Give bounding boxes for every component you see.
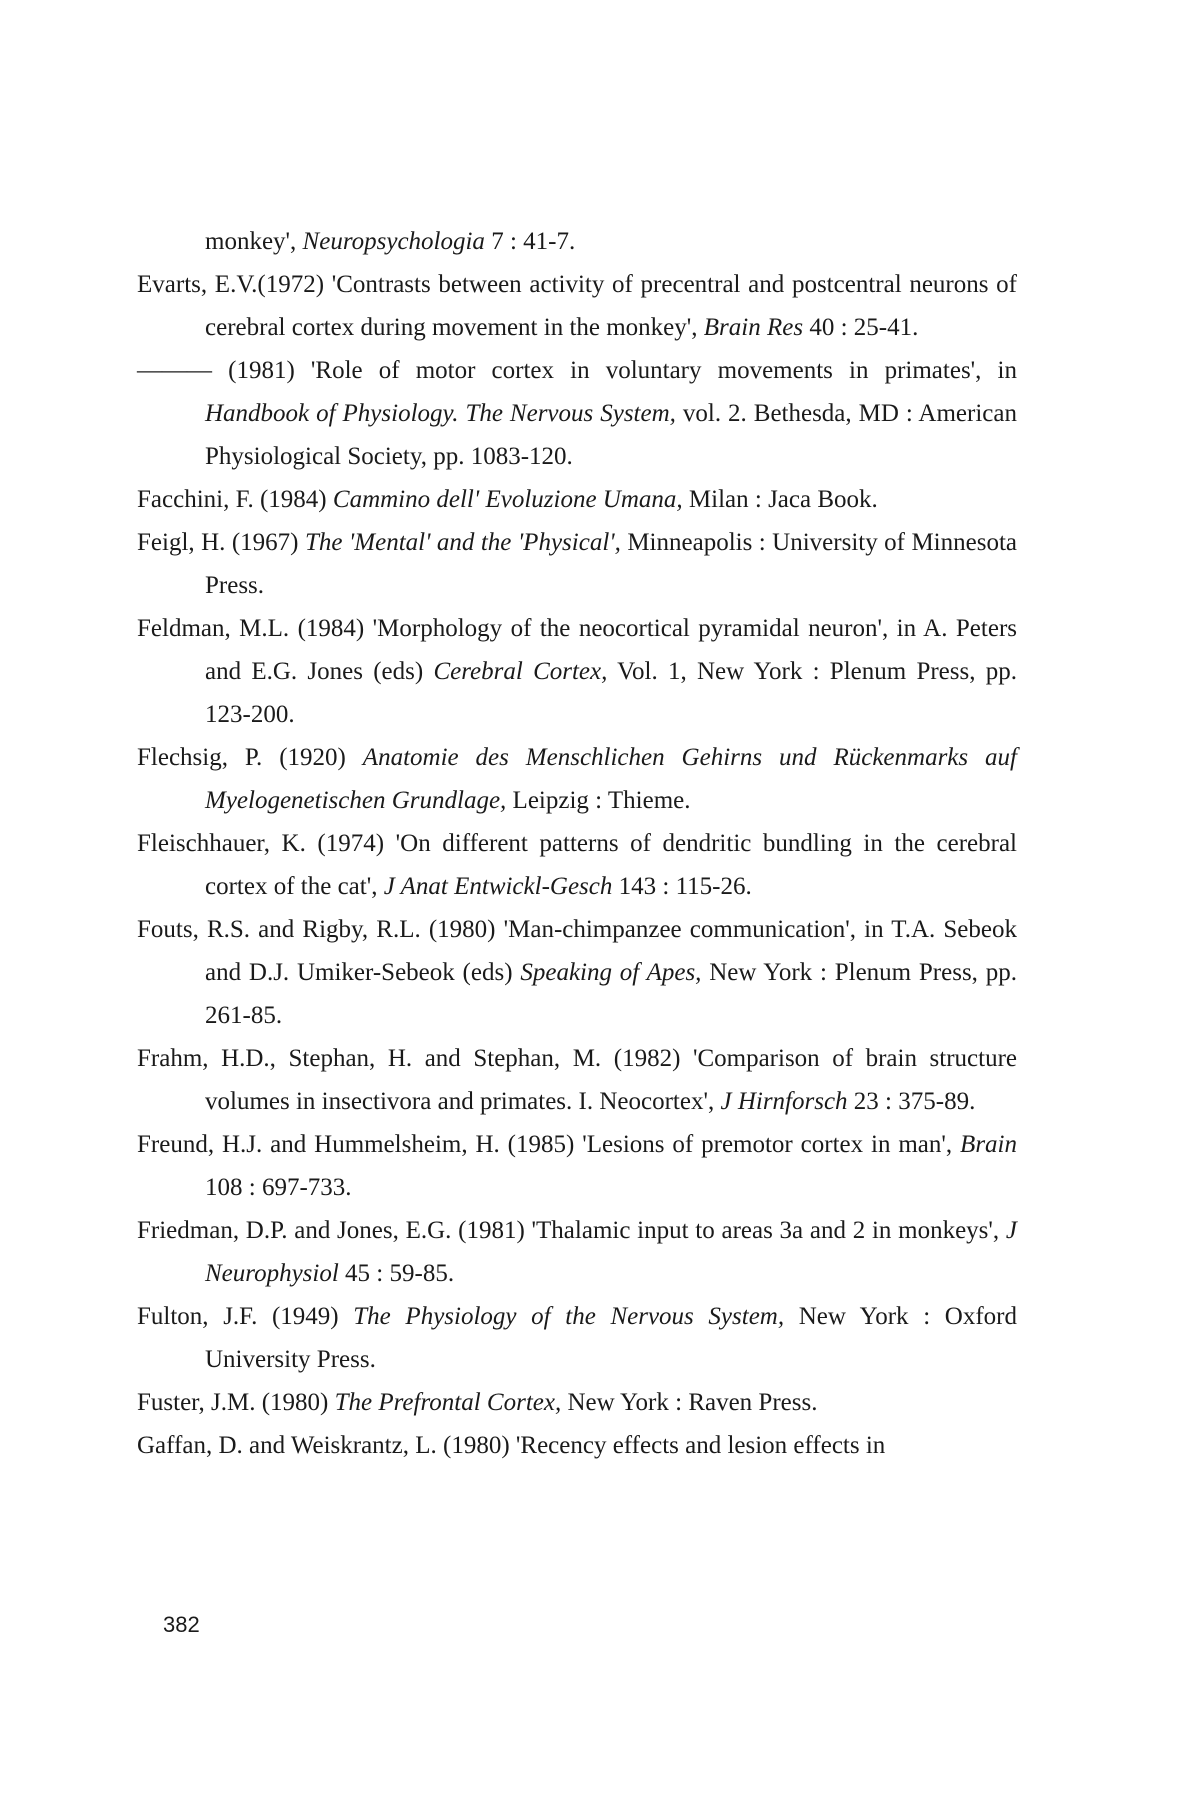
reference-entry: Frahm, H.D., Stephan, H. and Stephan, M. (1982) 'Comparison of brain structure volumes in insectivora and primates. I. Neocortex', J Hirnforsch 23 : 375-89.: [137, 1045, 1017, 1115]
reference-entry: Friedman, D.P. and Jones, E.G. (1981) 'Thalamic input to areas 3a and 2 in monkeys', J Neurophysiol 45 : 59-85.: [137, 1217, 1017, 1287]
reference-entry: Fouts, R.S. and Rigby, R.L. (1980) 'Man-chimpanzee communication', in T.A. Sebeok and D.J. Umiker-Sebeok (eds) Speaking of Apes, New York : Plenum Press, pp. 261-85.: [137, 916, 1017, 1029]
reference-entry: Flechsig, P. (1920) Anatomie des Menschlichen Gehirns und Rückenmarks auf Myelogenetischen Grundlage, Leipzig : Thieme.: [137, 744, 1018, 814]
reference-entry: Feigl, H. (1967) The 'Mental' and the 'Physical', Minneapolis : University of Minnesota Press.: [137, 529, 1017, 599]
reference-entry: Facchini, F. (1984) Cammino dell' Evoluzione Umana, Milan : Jaca Book.: [137, 486, 878, 513]
reference-entry: Fleischhauer, K. (1974) 'On different patterns of dendritic bundling in the cerebral cortex of the cat', J Anat Entwickl-Gesch 143 : 115-26.: [137, 830, 1017, 900]
reference-entry: Evarts, E.V.(1972) 'Contrasts between activity of precentral and postcentral neurons of cerebral cortex during movement in the monkey', Brain Res 40 : 25-41.: [137, 271, 1017, 341]
reference-entry: Gaffan, D. and Weiskrantz, L. (1980) 'Recency effects and lesion effects in: [137, 1432, 886, 1459]
reference-entry: Freund, H.J. and Hummelsheim, H. (1985) 'Lesions of premotor cortex in man', Brain 108 : 697-733.: [137, 1131, 1017, 1201]
reference-entry: Fulton, J.F. (1949) The Physiology of the Nervous System, New York : Oxford University Press.: [137, 1303, 1017, 1373]
reference-entry: ——— (1981) 'Role of motor cortex in voluntary movements in primates', in Handbook of Physiology. The Nervous System, vol. 2. Bethesda, MD : American Physiological Society, pp. 1083-120.: [137, 357, 1017, 470]
author-dash: ———: [137, 357, 229, 384]
reference-entry: Fuster, J.M. (1980) The Prefrontal Cortex, New York : Raven Press.: [137, 1389, 818, 1416]
reference-list: [137, 220, 1017, 1467]
reference-entry: monkey', Neuropsychologia 7 : 41-7.: [205, 228, 576, 255]
page-number: 382: [163, 1612, 200, 1637]
reference-entry: Feldman, M.L. (1984) 'Morphology of the neocortical pyramidal neuron', in A. Peters and E.G. Jones (eds) Cerebral Cortex, Vol. 1, New York : Plenum Press, pp. 123-200.: [137, 615, 1017, 728]
